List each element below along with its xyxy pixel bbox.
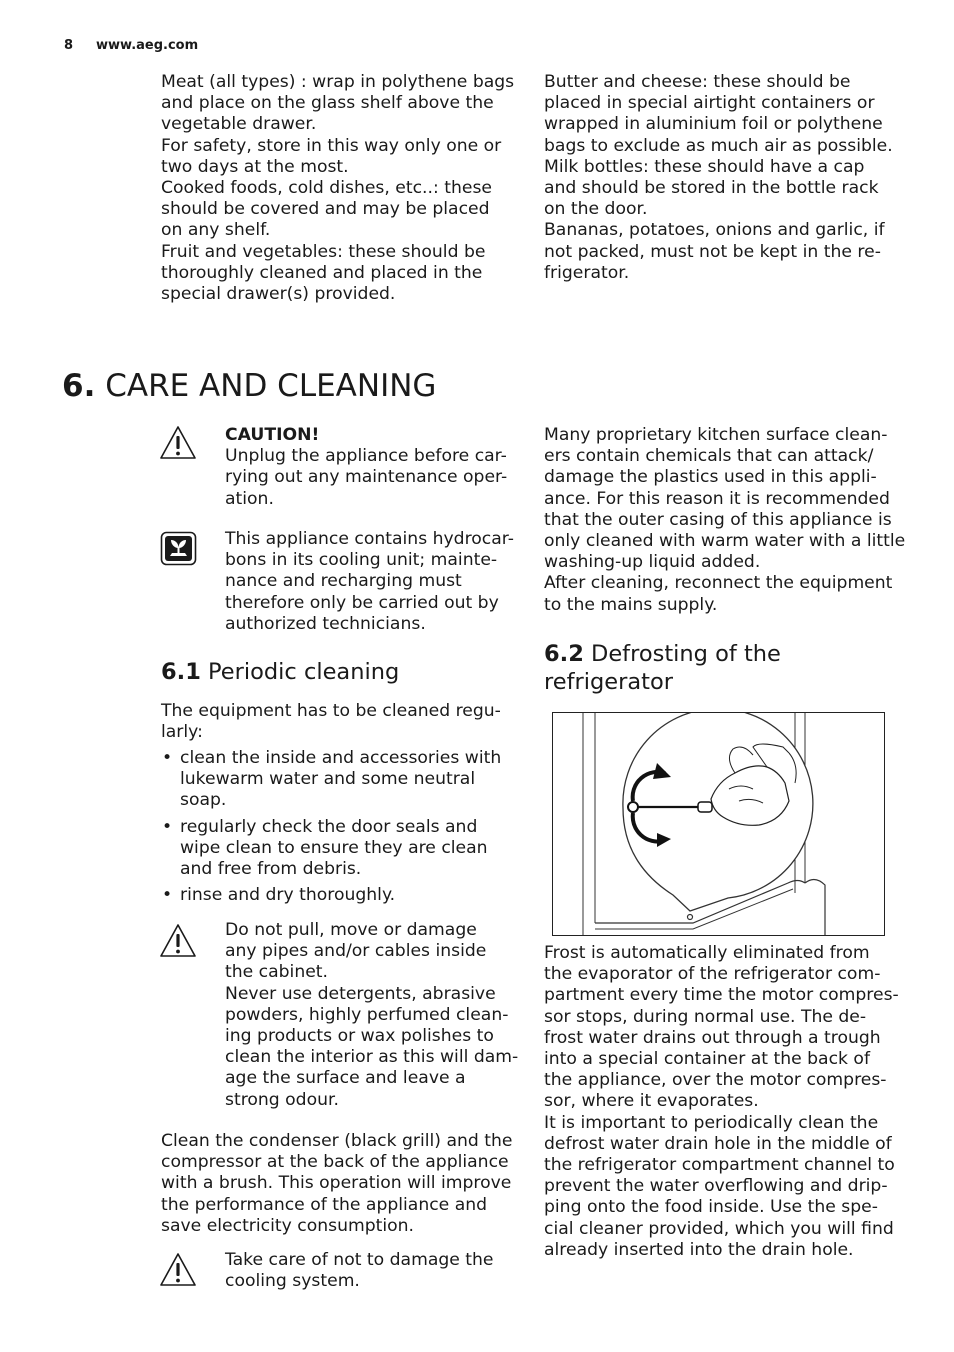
cleaners-text: Many proprietary kitchen surface clean- ers contain chemicals that can attack/ damage the plastics used in this appli- ance. For this reason it is recommended that the outer casing of this appliance is only cleaned with warm water with a little washing-up liquid added. After cleaning, reconnect the equipment to the mains supply. — [544, 425, 906, 615]
warning-icon — [159, 1252, 197, 1288]
pipes-warning-text: Do not pull, move or damage any pipes and/or cables inside the cabinet. Never use detergents, abrasive powders, highly perfumed clean- ing products or wax polishes to clean the interior as this will dam- age the surface and leave a strong odour. — [225, 920, 519, 1110]
intro-left-text: Meat (all types) : wrap in polythene bags and place on the glass shelf above the vegetable drawer. For safety, store in this way only one or two days at the most. Cooked foods, cold dishes, etc..: these should be covered and may be placed on any shelf. Fruit and vegetables: these should be thoroughly cleaned and placed in the special drawer(s) provided. — [161, 72, 515, 305]
list-item: • clean the inside and accessories with lukewarm water and some neutral soap. — [161, 748, 501, 812]
list-item: • rinse and dry thoroughly. — [161, 885, 501, 906]
periodic-cleaning-heading: 6.1 Periodic cleaning — [161, 659, 400, 685]
list-item: • regularly check the door seals and wipe clean to ensure they are clean and free from debris. — [161, 817, 501, 881]
caution-title: CAUTION! — [225, 425, 320, 445]
cooling-warning-text: Take care of not to damage the cooling system. — [225, 1250, 494, 1292]
periodic-intro: The equipment has to be cleaned regu- larly: — [161, 701, 501, 743]
drain-hole-cleaning-illustration — [552, 712, 885, 936]
condenser-text: Clean the condenser (black grill) and the compressor at the back of the appliance with a brush. This operation will improve the performance of the appliance and save electricity consumption. — [161, 1131, 513, 1236]
defrosting-heading: 6.2 Defrosting of the refrigerator — [544, 641, 781, 695]
environment-icon — [160, 531, 197, 566]
environment-note-text: This appliance contains hydrocar- bons in its cooling unit; mainte- nance and recharging must therefore only be carried out by authorized technicians. — [225, 529, 514, 634]
cleaning-steps-list — [161, 748, 501, 911]
section-heading — [62, 366, 436, 406]
section-number: 6. — [62, 368, 96, 404]
website-url: www.aeg.com — [96, 38, 199, 53]
caution-text: CAUTION! Unplug the appliance before car- rying out any maintenance oper- ation. — [225, 425, 508, 509]
defrosting-text: Frost is automatically eliminated from the evaporator of the refrigerator com- partment every time the motor compres- sor stops, during normal use. The de- frost water drains out through a trough into a special container at the back of the appliance, over the motor compres- sor, where it evaporates. It is important to periodically clean the defrost water drain hole in the middle of the refrigerator compartment channel to prevent the water overflowing and drip- ping onto the food inside. Use the spe- cial cleaner provided, which you will find already inserted into the drain hole. — [544, 943, 899, 1260]
warning-icon — [159, 923, 197, 959]
section-title: CARE AND CLEANING — [105, 368, 437, 404]
warning-icon — [159, 425, 197, 461]
page-number: 8 — [64, 38, 74, 53]
intro-right-text: Butter and cheese: these should be placed in special airtight containers or wrapped in aluminium foil or polythene bags to exclude as much air as possible. Milk bottles: these should have a cap and should be stored in the bottle rack on the door. Bananas, potatoes, onions and garlic, if not packed, must not be kept in the re- frigerator. — [544, 72, 893, 283]
